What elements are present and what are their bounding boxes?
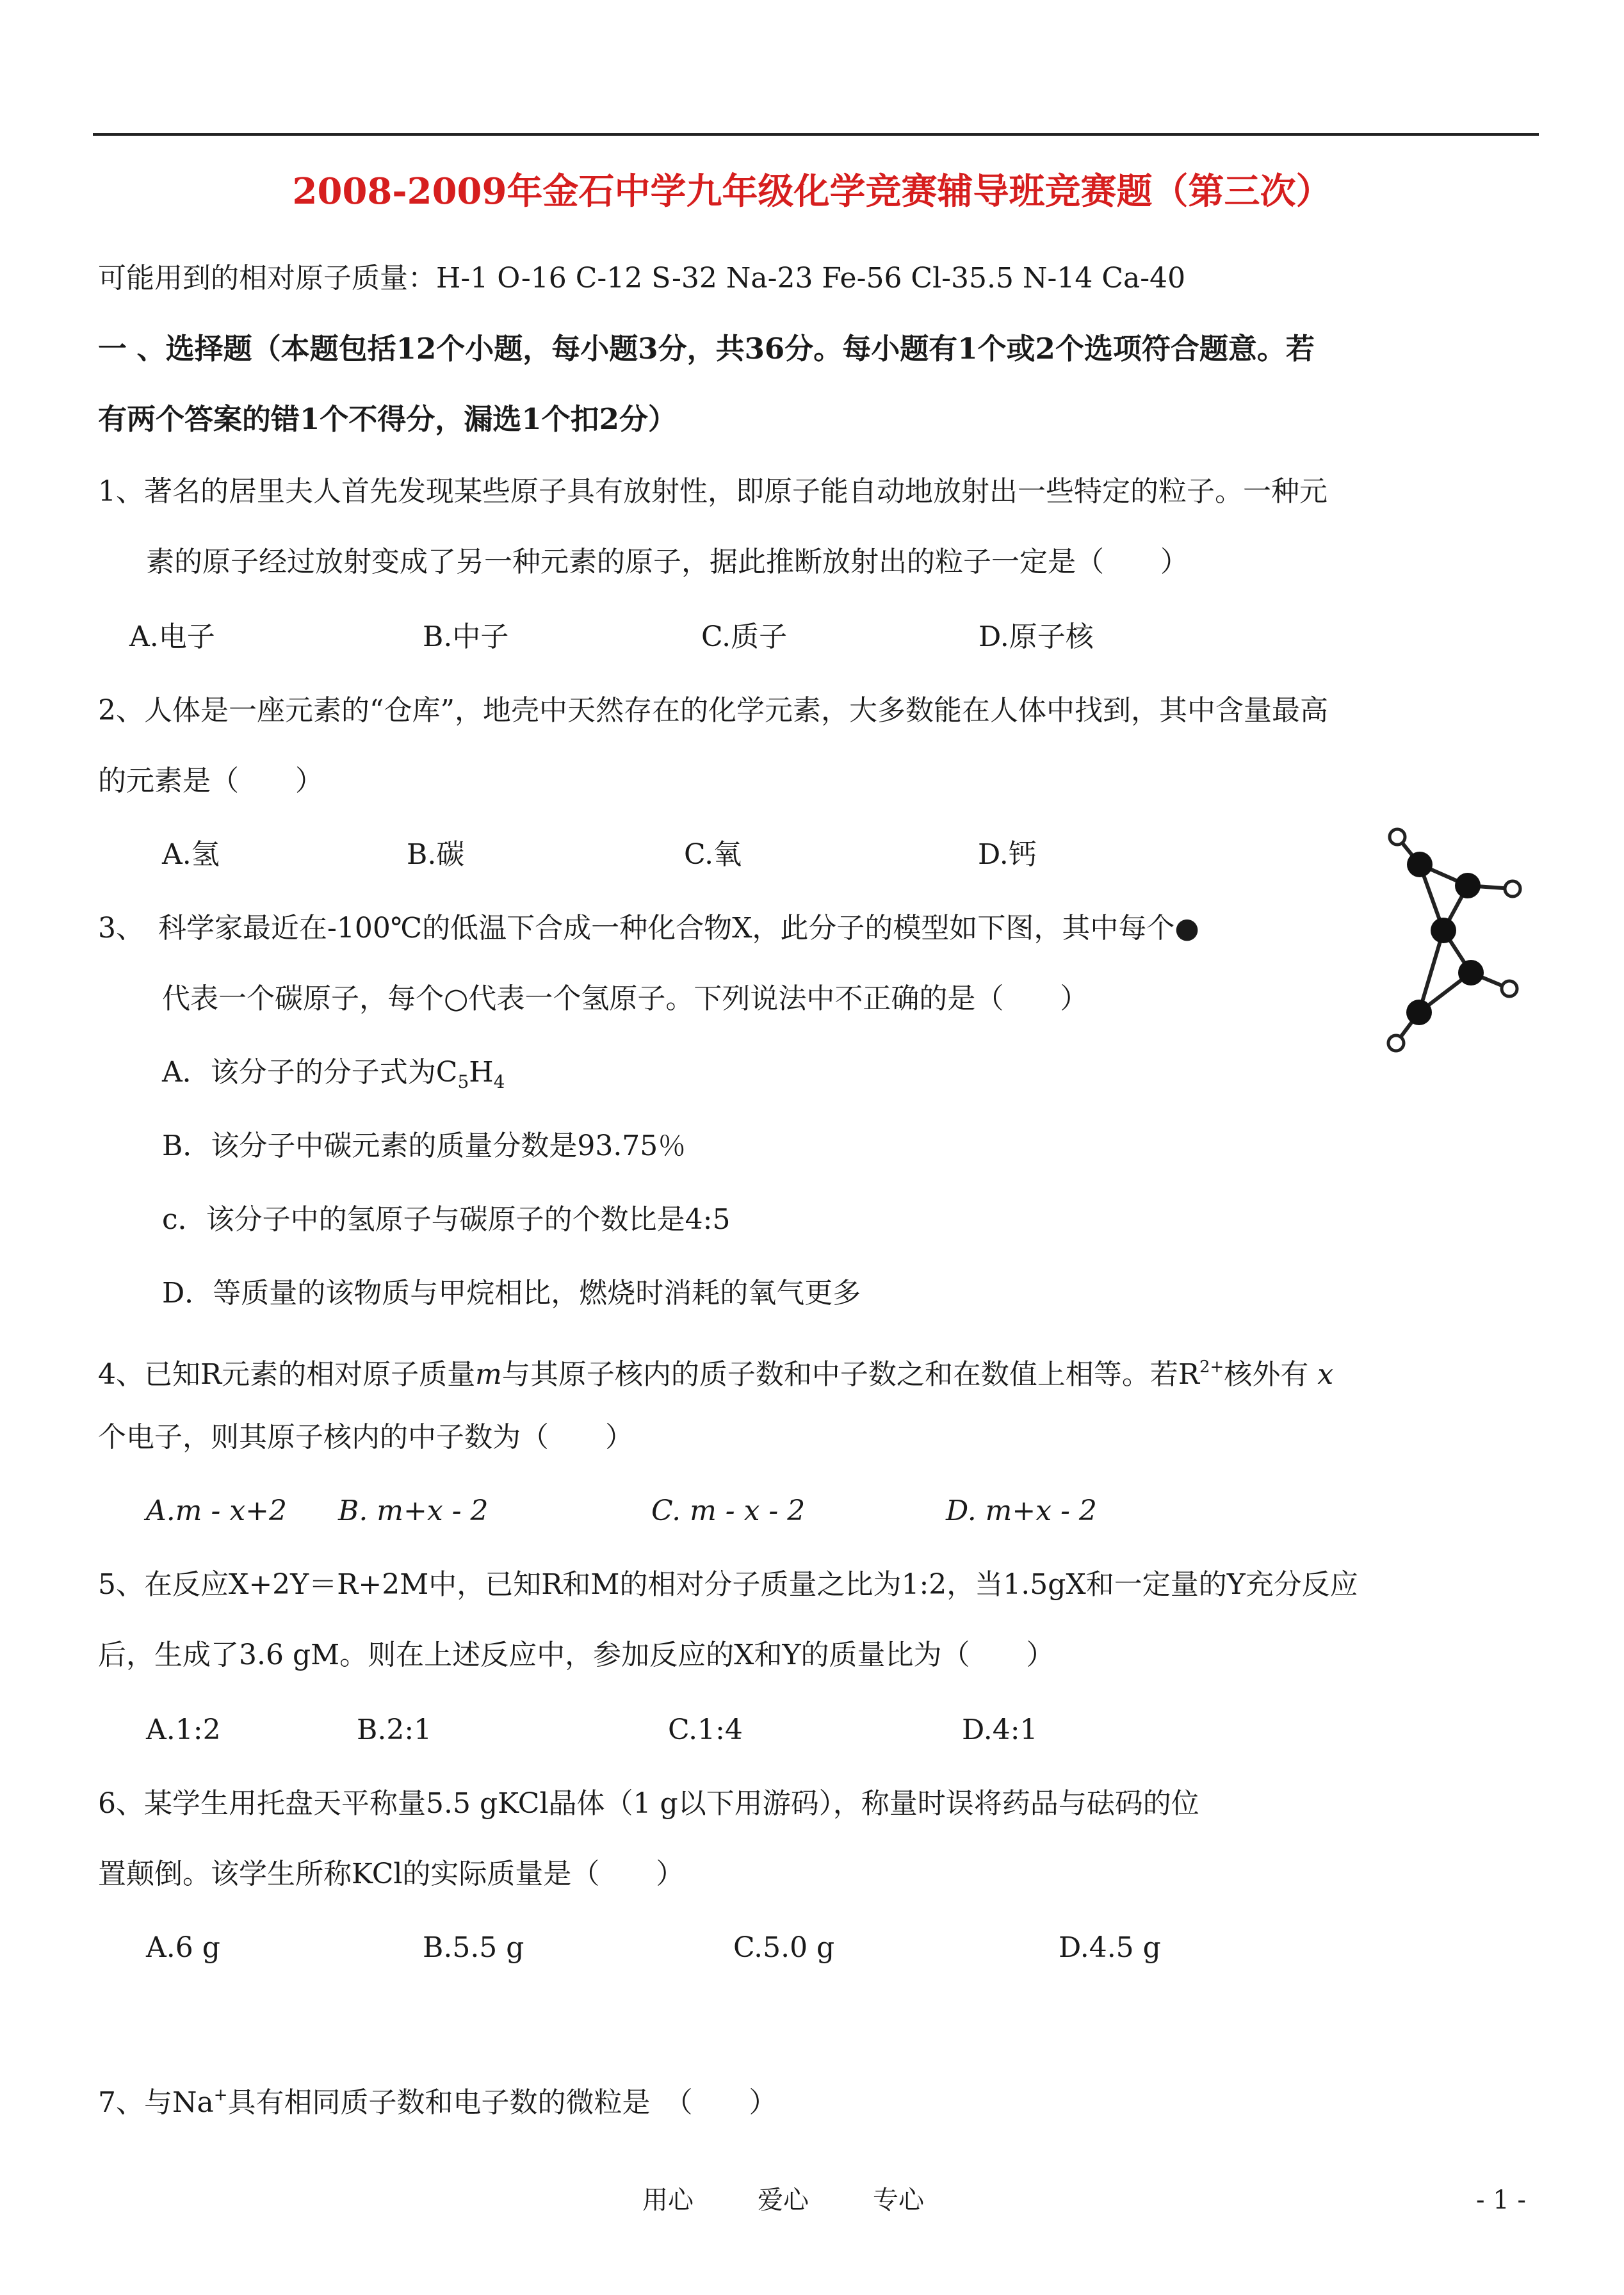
- footer-motto-3: 专心: [873, 2186, 924, 2215]
- q4-stem-line1: 4、已知R元素的相对原子质量m与其原子核内的质子数和中子数之和在数值上相等。若$R^{2+}$核外有 x: [98, 1358, 1334, 1391]
- q2-option-d: D.钙: [978, 838, 1037, 871]
- q2-option-a: A.氢: [162, 838, 220, 871]
- q5-option-a: A.1:2: [146, 1714, 221, 1746]
- q6-stem-line1: 6、某学生用托盘天平称量5.5 gKCl晶体（1 g以下用游码），称量时误将药品与砝码的位: [98, 1787, 1199, 1820]
- hydrogen-atom: [1505, 881, 1520, 896]
- q6-stem-line2: 置颠倒。该学生所称KCl的实际质量是（ ）: [98, 1858, 685, 1890]
- carbon-atom: [1431, 918, 1456, 943]
- atomic-masses: 可能用到的相对原子质量：H-1 O-16 C-12 S-32 Na-23 Fe-56 Cl-35.5 N-14 Ca-40: [98, 262, 1186, 295]
- q2-stem-line2: 的元素是（ ）: [98, 765, 323, 797]
- q4-option-b: B. m+x - 2: [338, 1495, 489, 1527]
- q1-option-d: D.原子核: [978, 620, 1094, 653]
- section-heading-line1: 一 、选择题（本题包括12个小题，每小题3分，共36分。每小题有1个或2个选项符合题意。若: [98, 332, 1315, 366]
- q7-stem: 7、与Na+具有相同质子数和电子数的微粒是 （ ）: [98, 2086, 777, 2119]
- q2-option-b: B.碳: [407, 838, 465, 871]
- q3-stem-line1: 3、 科学家最近在-100℃的低温下合成一种化合物X，此分子的模型如下图，其中每个●: [98, 912, 1199, 945]
- page-title: 2008-2009年金石中学九年级化学竞赛辅导班竞赛题（第三次）: [292, 170, 1332, 213]
- footer-motto-1: 用心: [642, 2186, 694, 2215]
- q4-option-d: D. m+x - 2: [946, 1495, 1097, 1527]
- q1-option-a: A.电子: [129, 620, 215, 653]
- hydrogen-atom: [1502, 981, 1517, 996]
- q6-option-d: D.4.5 g: [1059, 1931, 1161, 1964]
- q5-option-c: C.1:4: [668, 1714, 743, 1746]
- q1-option-c: C.质子: [701, 620, 788, 653]
- q2-stem-line1: 2、人体是一座元素的“仓库”，地壳中天然存在的化学元素，大多数能在人体中找到，其中含量最高: [98, 694, 1328, 727]
- carbon-atom: [1458, 960, 1484, 985]
- q3-option-c: c．该分子中的氢原子与碳原子的个数比是4:5: [162, 1203, 731, 1236]
- q2-option-c: C.氧: [684, 838, 742, 871]
- q4-option-a: A.m - x+2: [146, 1495, 287, 1527]
- hydrogen-atom: [1390, 829, 1405, 845]
- molecule-diagram: [1361, 821, 1547, 1058]
- q1-stem-line1: 1、著名的居里夫人首先发现某些原子具有放射性，即原子能自动地放射出一些特定的粒子。一种元: [98, 475, 1328, 508]
- q5-stem-line2: 后，生成了3.6 gM。则在上述反应中，参加反应的X和Y的质量比为（ ）: [98, 1639, 1055, 1671]
- q5-option-d: D.4:1: [962, 1714, 1038, 1746]
- q6-option-b: B.5.5 g: [423, 1931, 524, 1964]
- bond: [1419, 930, 1443, 1012]
- q5-stem-line1: 5、在反应X+2Y＝R+2M中，已知R和M的相对分子质量之比为1:2，当1.5gX和一定量的Y充分反应: [98, 1568, 1358, 1601]
- q4-option-c: C. m - x - 2: [651, 1495, 806, 1527]
- q1-stem-line2: 素的原子经过放射变成了另一种元素的原子，据此推断放射出的粒子一定是（ ）: [146, 546, 1189, 578]
- carbon-atom: [1407, 852, 1433, 877]
- q1-option-b: B.中子: [423, 620, 509, 653]
- section-heading-line2: 有两个答案的错1个不得分，漏选1个扣2分）: [98, 402, 677, 436]
- carbon-atom: [1406, 1000, 1432, 1025]
- page-number: - 1 -: [1476, 2186, 1526, 2215]
- header-rule: [93, 133, 1539, 136]
- hydrogen-atom: [1388, 1035, 1404, 1051]
- q6-option-c: C.5.0 g: [733, 1931, 835, 1964]
- q3-option-a: A．该分子的分子式为$C_5H_4$: [162, 1056, 505, 1092]
- q3-stem-line2: 代表一个碳原子，每个○代表一个氢原子。下列说法中不正确的是（ ）: [162, 982, 1089, 1015]
- q4-stem-line2: 个电子，则其原子核内的中子数为（ ）: [98, 1421, 633, 1454]
- carbon-atom: [1455, 873, 1481, 898]
- q3-option-d: D．等质量的该物质与甲烷相比，燃烧时消耗的氧气更多: [162, 1277, 861, 1310]
- q5-option-b: B.2:1: [357, 1714, 432, 1746]
- q3-option-b: B．该分子中碳元素的质量分数是93.75％: [162, 1130, 686, 1162]
- q6-option-a: A.6 g: [146, 1931, 220, 1964]
- footer-motto-2: 爱心: [758, 2186, 809, 2215]
